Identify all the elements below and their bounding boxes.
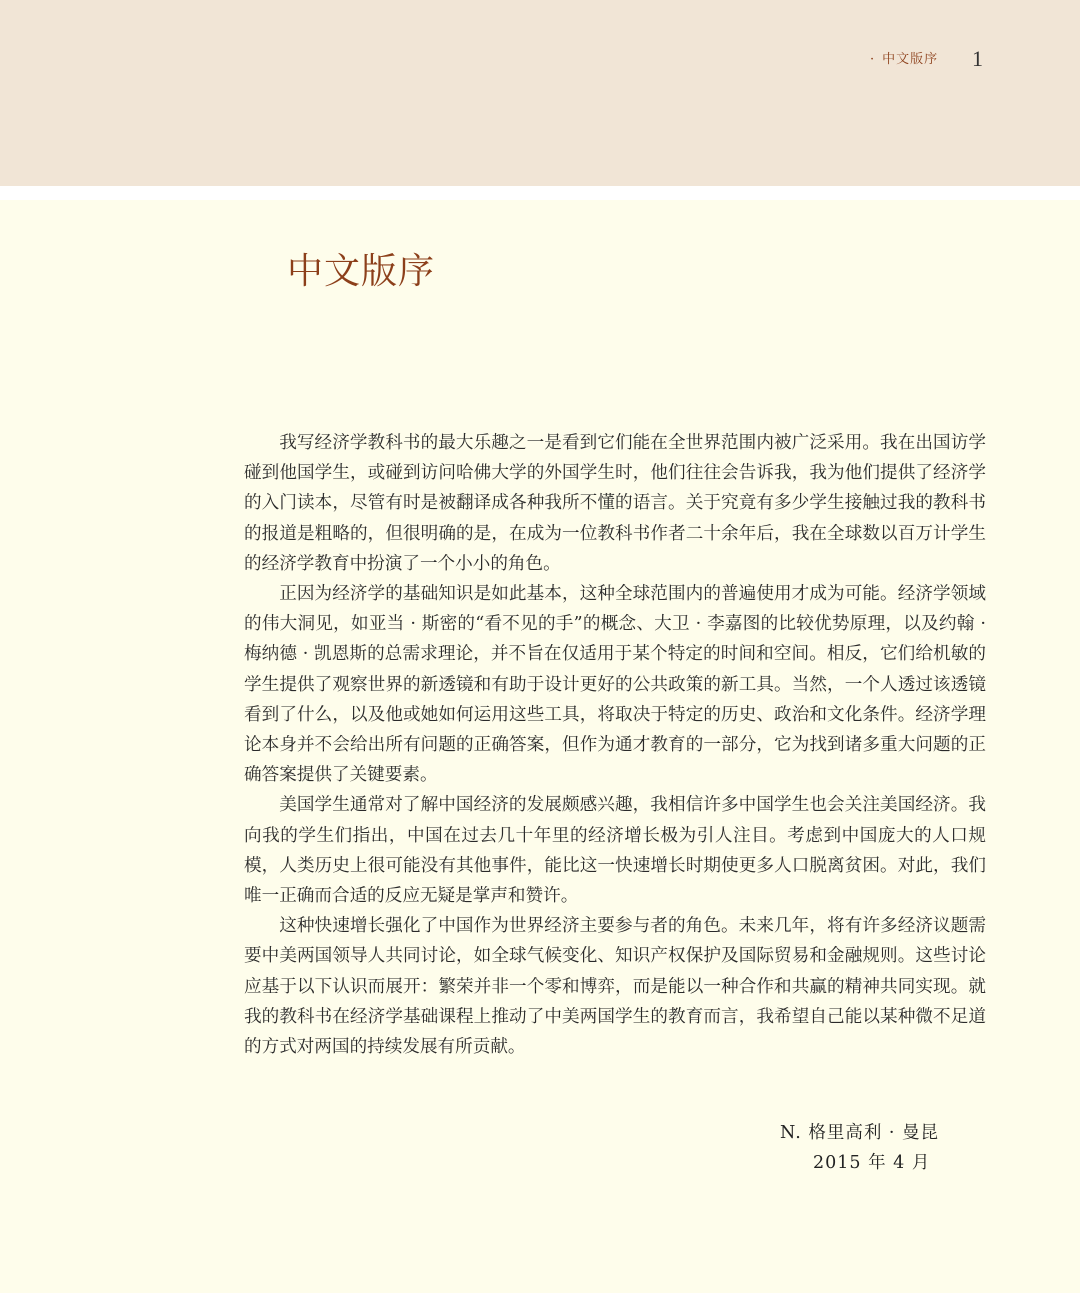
paragraph-1: 我写经济学教科书的最大乐趣之一是看到它们能在全世界范围内被广泛采用。我在出国访学碰到他国学生，或碰到访问哈佛大学的外国学生时，他们往往会告诉我，我为他们提供了经济学的入门读本，尽管有时是被翻译成各种我所不懂的语言。关于究竟有多少学生接触过我的教科书的报道是粗略的，但很明确的是，在成为一位教科书作者二十余年后，我在全球数以百万计学生的经济学教育中扮演了一个小小的角色。 <box>244 433 986 574</box>
running-head <box>870 48 938 72</box>
page-number: 1 <box>972 46 983 71</box>
running-head-bullet: · <box>870 52 875 67</box>
signature-date: 2015 年 4 月 <box>813 1153 931 1173</box>
body-text <box>244 428 986 1062</box>
header-band <box>0 0 1080 186</box>
chapter-title: 中文版序 <box>287 251 436 292</box>
header-separator <box>0 186 1080 200</box>
paragraph-3: 美国学生通常对了解中国经济的发展颇感兴趣，我相信许多中国学生也会关注美国经济。我向我的学生们指出，中国在过去几十年里的经济增长极为引人注目。考虑到中国庞大的人口规模，人类历史上很可能没有其他事件，能比这一快速增长时期使更多人口脱离贫困。对此，我们唯一正确而合适的反应无疑是掌声和赞许。 <box>244 795 986 907</box>
paragraph-2: 正因为经济学的基础知识是如此基本，这种全球范围内的普遍使用才成为可能。经济学领域的伟大洞见，如亚当 · 斯密的“看不见的手”的概念、大卫 · 李嘉图的比较优势原理，以及约翰 · 梅纳德 · 凯恩斯的总需求理论，并不旨在仅适用于某个特定的时间和空间。相反，它们给机敏的学生提供了观察世界的新透镜和有助于设计更好的公共政策的新工具。当然，一个人透过该透镜看到了什么，以及他或她如何运用这些工具，将取决于特定的历史、政治和文化条件。经济学理论本身并不会给出所有问题的正确答案，但作为通才教育的一部分，它为找到诸多重大问题的正确答案提供了关键要素。 <box>244 584 986 786</box>
author-name: N. 格里高利 · 曼昆 <box>780 1123 940 1143</box>
paragraph-4: 这种快速增长强化了中国作为世界经济主要参与者的角色。未来几年，将有许多经济议题需要中美两国领导人共同讨论，如全球气候变化、知识产权保护及国际贸易和金融规则。这些讨论应基于以下认识而展开：繁荣并非一个零和博弈，而是能以一种合作和共赢的精神共同实现。就我的教科书在经济学基础课程上推动了中美两国学生的教育而言，我希望自己能以某种微不足道的方式对两国的持续发展有所贡献。 <box>244 916 986 1058</box>
signature-block <box>700 1118 1000 1178</box>
running-head-section-name: 中文版序 <box>882 52 939 67</box>
